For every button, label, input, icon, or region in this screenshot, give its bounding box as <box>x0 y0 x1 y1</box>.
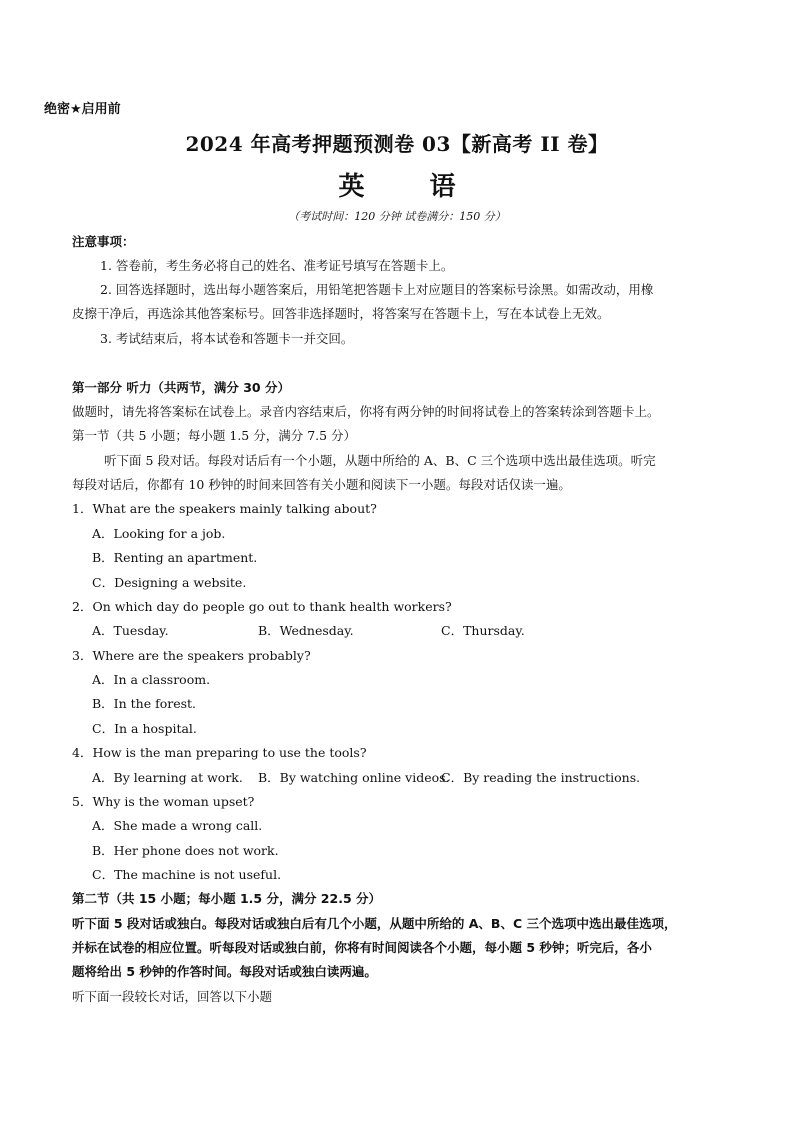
section1-instructions-cont: 每段对话后，你都有 10 秒钟的时间来回答有关小题和阅读下一小题。每段对话仅读一遍。 <box>72 477 571 492</box>
section1-heading: 第一节（共 5 小题；每小题 1.5 分，满分 7.5 分） <box>72 428 357 443</box>
section2-lead: 听下面一段较长对话，回答以下小题 <box>72 989 273 1004</box>
subject-title: 英 语 <box>338 172 484 202</box>
question-4-option-a: A．By learning at work. <box>92 770 243 785</box>
question-2-option-a: A．Tuesday. <box>92 623 169 638</box>
question-4: 4．How is the man preparing to use the tools? <box>72 745 367 760</box>
question-2: 2．On which day do people go out to thank health workers? <box>72 599 452 614</box>
section2-heading: 第二节（共 15 小题；每小题 1.5 分，满分 22.5 分） <box>72 891 381 906</box>
question-2-option-b: B．Wednesday. <box>258 623 354 638</box>
question-5: 5．Why is the woman upset? <box>72 794 255 809</box>
question-1-option-a: A．Looking for a job. <box>92 526 226 541</box>
exam-time-info: （考试时间：120 分钟 试卷满分：150 分） <box>288 210 506 223</box>
part1-heading: 第一部分 听力（共两节，满分 30 分） <box>72 380 290 395</box>
section1-instructions: 听下面 5 段对话。每段对话后有一个小题，从题中所给的 A、B、C 三个选项中选出最佳选项。听完 <box>104 453 656 468</box>
notice-item-1: 1. 答卷前，考生务必将自己的姓名、准考证号填写在答题卡上。 <box>100 258 454 273</box>
notice-item-3: 3. 考试结束后，将本试卷和答题卡一并交回。 <box>100 331 354 346</box>
question-4-option-c: C．By reading the instructions. <box>441 770 641 785</box>
question-3-option-a: A．In a classroom. <box>92 672 211 687</box>
question-2-option-c: C．Thursday. <box>441 623 525 638</box>
question-1: 1．What are the speakers mainly talking about? <box>72 501 377 516</box>
question-5-option-c: C．The machine is not useful. <box>92 867 282 882</box>
question-1-option-b: B．Renting an apartment. <box>92 550 258 565</box>
part1-intro: 做题时，请先将答案标在试卷上。录音内容结束后，你将有两分钟的时间将试卷上的答案转涂到答题卡上。 <box>72 404 660 419</box>
section2-instructions-end: 题将给出 5 秒钟的作答时间。每段对话或独白读两遍。 <box>72 964 377 979</box>
notice-heading: 注意事项： <box>72 234 135 249</box>
section2-instructions: 听下面 5 段对话或独白。每段对话或独白后有几个小题，从题中所给的 A、B、C 三个选项中选出最佳选项， <box>72 916 677 931</box>
section2-instructions-cont: 并标在试卷的相应位置。听每段对话或独白前，你将有时间阅读各个小题，每小题 5 秒钟；听完后，各小 <box>72 940 652 955</box>
notice-item-2-cont: 皮擦干净后，再选涂其他答案标号。回答非选择题时，将答案写在答题卡上，写在本试卷上无效。 <box>72 306 610 321</box>
question-5-option-a: A．She made a wrong call. <box>92 818 263 833</box>
question-3: 3．Where are the speakers probably? <box>72 648 311 663</box>
question-4-option-b: B．By watching online videos. <box>258 770 450 785</box>
notice-item-2: 2. 回答选择题时，选出每小题答案后，用铅笔把答题卡上对应题目的答案标号涂黑。如需改动，用橡 <box>100 282 654 297</box>
confidential-mark: 绝密★启用前 <box>44 102 121 117</box>
question-1-option-c: C．Designing a website. <box>92 575 247 590</box>
question-5-option-b: B．Her phone does not work. <box>92 843 279 858</box>
question-3-option-c: C．In a hospital. <box>92 721 197 736</box>
exam-title: 2024 年高考押题预测卷 03【新高考 II 卷】 <box>185 132 609 156</box>
question-3-option-b: B．In the forest. <box>92 696 197 711</box>
